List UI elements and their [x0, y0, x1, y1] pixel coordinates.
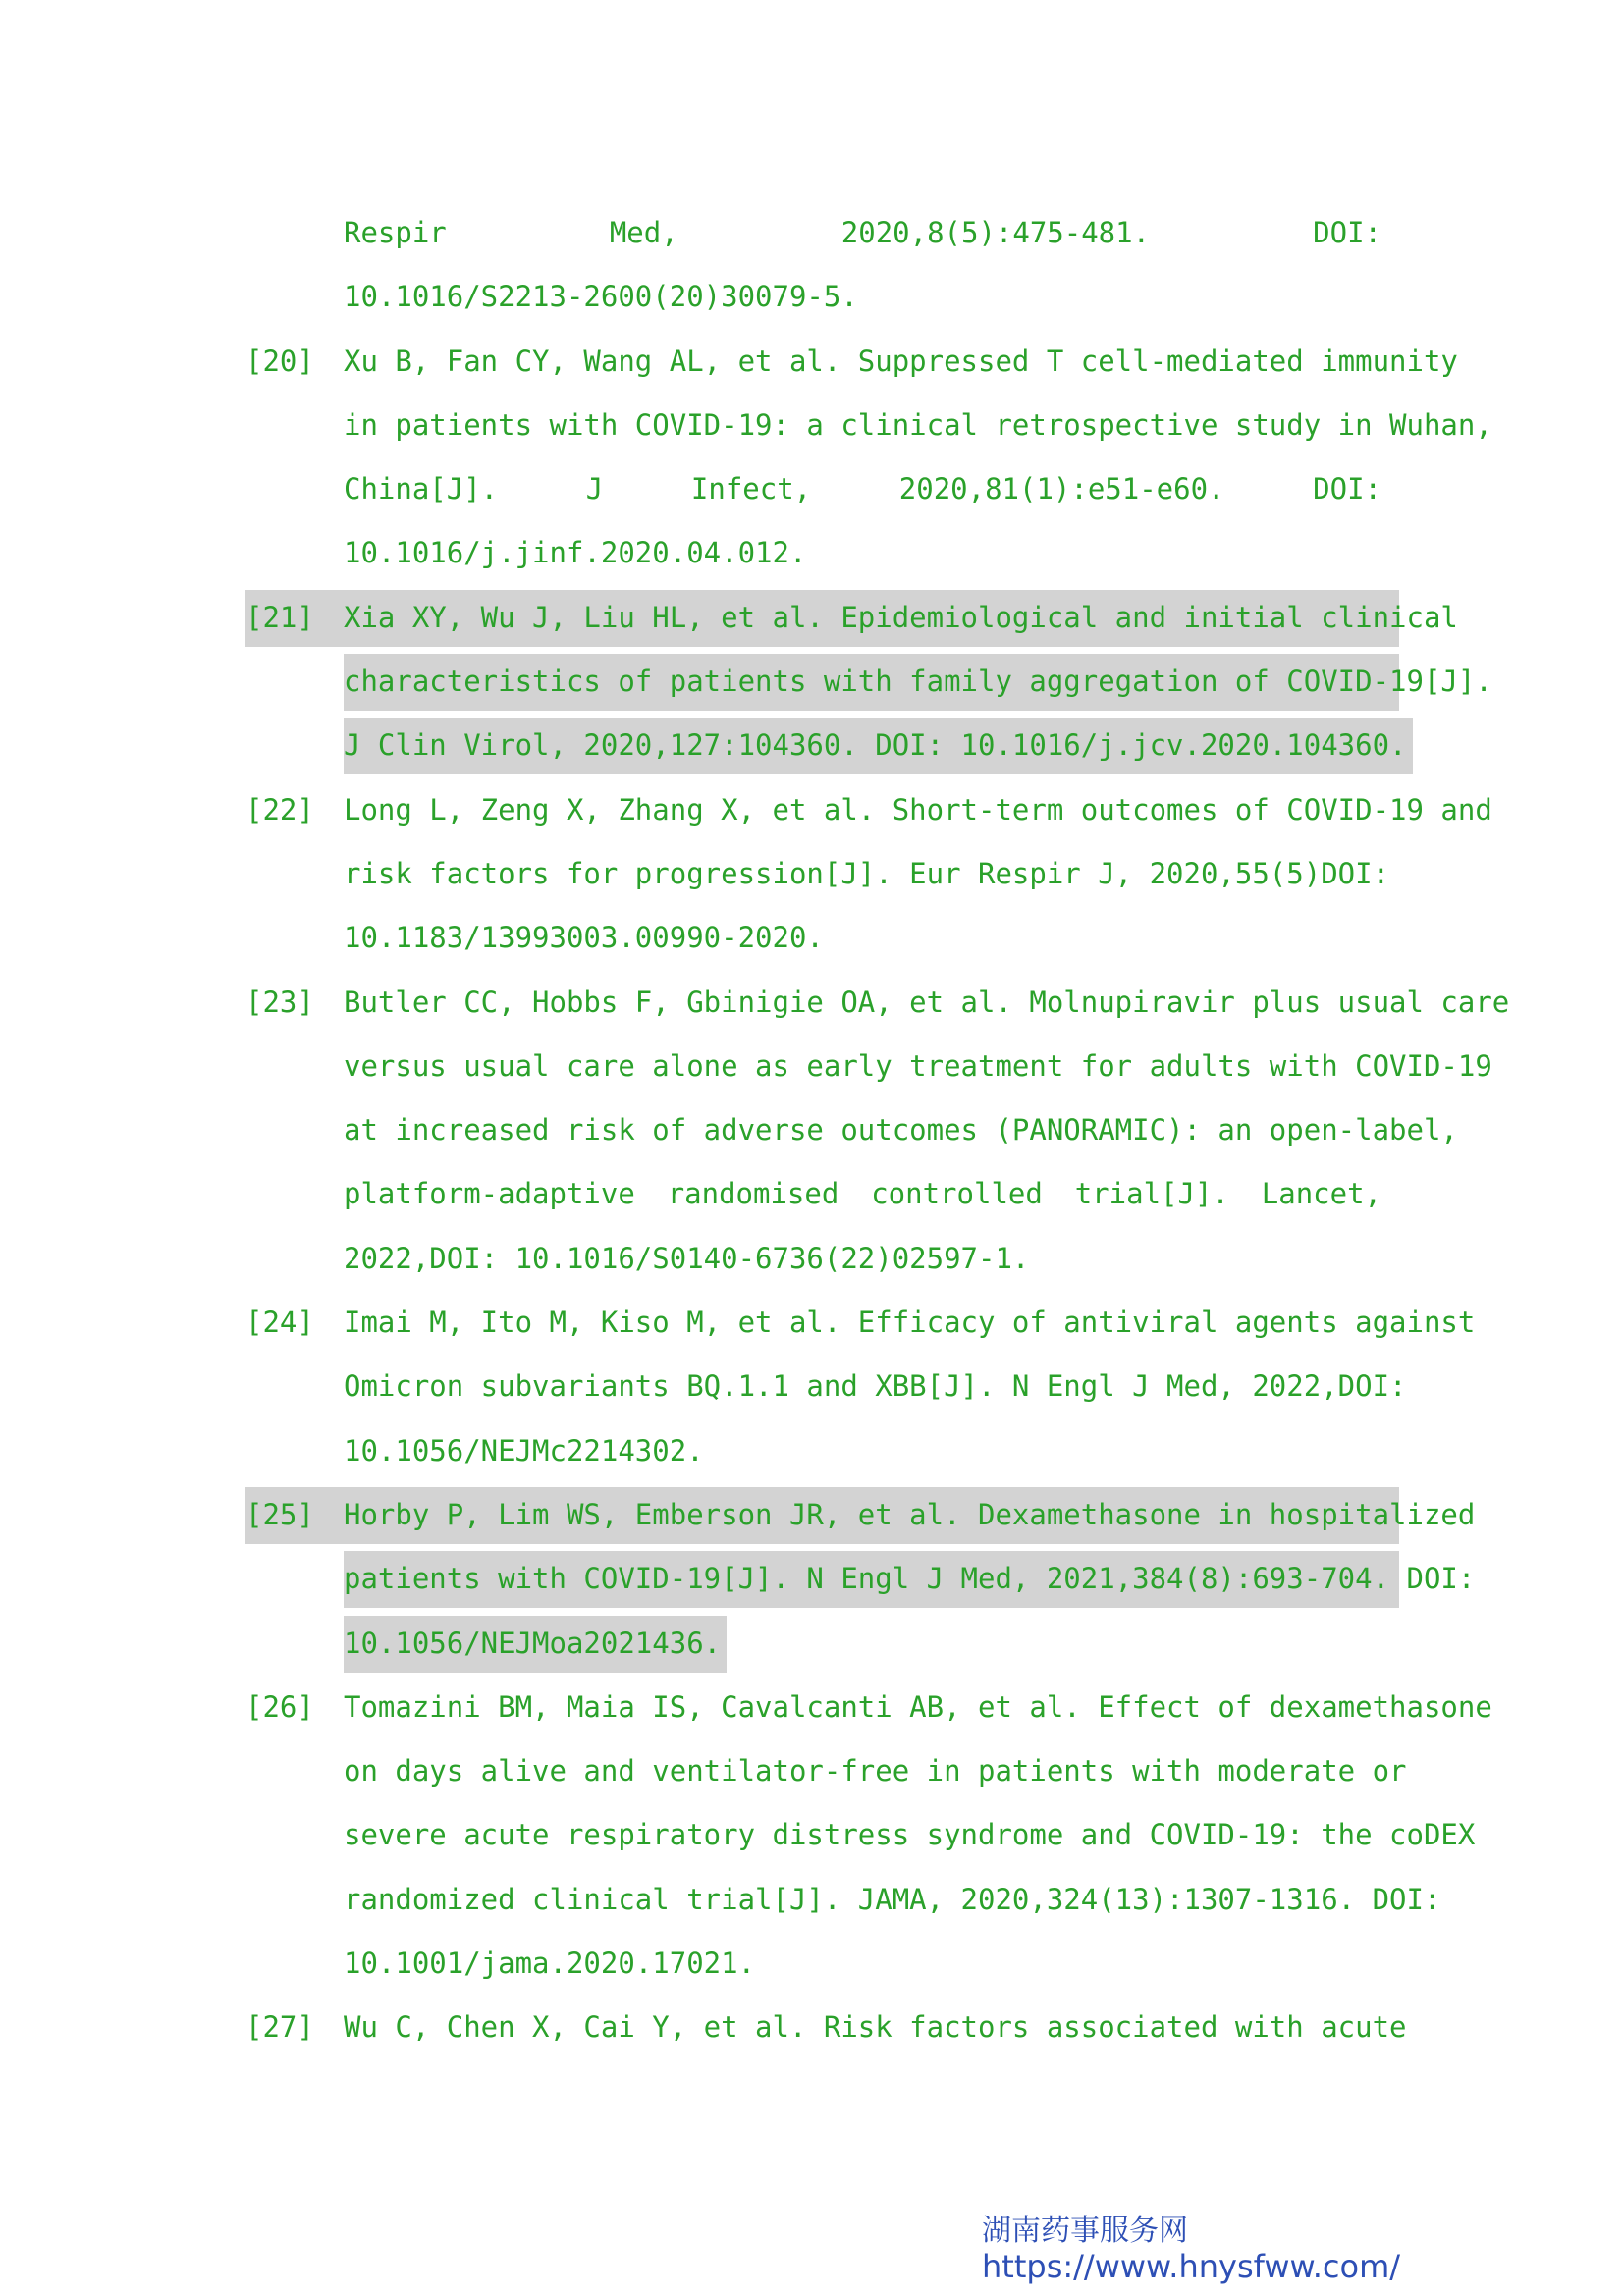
reference-text: platform-adaptive randomised controlled trial[J]. Lancet, — [344, 1177, 1381, 1211]
reference-text: in patients with COVID-19: a clinical retrospective study in Wuhan, — [344, 407, 1492, 442]
reference-line — [245, 1803, 1476, 1867]
reference-number: [26] — [245, 1689, 314, 1724]
reference-text: Respir Med, 2020,8(5):475-481. DOI: — [344, 216, 1381, 249]
reference-text: Omicron subvariants BQ.1.1 and XBB[J]. N Engl J Med, 2022,DOI: — [344, 1369, 1407, 1404]
watermark-site-name: 湖南药事服务网 — [982, 2214, 1188, 2248]
reference-text: Wu C, Chen X, Cai Y, et al. Risk factors associated with acute — [344, 2010, 1407, 2045]
reference-text: China[J]. J Infect, 2020,81(1):e51-e60. DOI: — [344, 472, 1381, 507]
reference-text: 10.1056/NEJMc2214302. — [344, 1433, 704, 1468]
reference-text: Tomazini BM, Maia IS, Cavalcanti AB, et al. Effect of dexamethasone — [344, 1689, 1492, 1724]
reference-line — [245, 1996, 1407, 2059]
reference-number: [20] — [245, 344, 314, 378]
reference-line — [245, 1932, 1384, 1996]
reference-text: 10.1001/jama.2020.17021. — [344, 1947, 756, 1981]
reference-text: Horby P, Lim WS, Emberson JR, et al. Dexamethasone in hospitalized — [344, 1497, 1476, 1531]
reference-number: [23] — [245, 985, 314, 1019]
reference-line — [245, 650, 1492, 714]
reference-text: 10.1183/13993003.00990-2020. — [344, 921, 824, 955]
reference-entry — [245, 778, 1492, 971]
reference-line — [245, 971, 1510, 1035]
reference-line — [245, 586, 1458, 650]
reference-line — [245, 394, 1492, 457]
reference-line — [245, 201, 1384, 265]
reference-line — [245, 1098, 1458, 1162]
reference-line — [245, 1547, 1476, 1611]
reference-number: [25] — [245, 1497, 314, 1531]
reference-line — [245, 1419, 1384, 1483]
reference-text: characteristics of patients with family aggregation of COVID-19[J]. — [344, 665, 1492, 699]
reference-entry — [245, 1676, 1492, 1996]
reference-line — [245, 457, 1384, 521]
reference-text: severe acute respiratory distress syndrome and COVID-19: the coDEX — [344, 1818, 1476, 1852]
reference-line — [245, 906, 1384, 970]
reference-line — [245, 1483, 1476, 1547]
reference-number: [27] — [245, 2010, 314, 2045]
reference-entry — [245, 1291, 1476, 1483]
reference-line — [245, 842, 1390, 906]
reference-line — [245, 521, 1384, 585]
reference-text: Xu B, Fan CY, Wang AL, et al. Suppressed T cell-mediated immunity — [344, 344, 1458, 378]
reference-line — [245, 265, 1384, 329]
reference-line — [245, 778, 1492, 842]
reference-entry — [245, 1996, 1407, 2059]
reference-line — [245, 1162, 1384, 1226]
reference-number: [22] — [245, 792, 314, 827]
reference-line — [245, 1227, 1384, 1291]
reference-entry — [245, 201, 1384, 330]
reference-text: versus usual care alone as early treatment for adults with COVID-19 — [344, 1048, 1492, 1083]
reference-entry — [245, 330, 1492, 586]
reference-number: [24] — [245, 1306, 314, 1340]
reference-text: risk factors for progression[J]. Eur Respir J, 2020,55(5)DOI: — [344, 856, 1390, 890]
site-watermark — [982, 2214, 1400, 2284]
reference-entry — [245, 586, 1492, 778]
reference-text: at increased risk of adverse outcomes (PANORAMIC): an open-label, — [344, 1113, 1458, 1148]
reference-line — [245, 330, 1458, 394]
reference-text: on days alive and ventilator-free in patients with moderate or — [344, 1754, 1407, 1789]
reference-line — [245, 1035, 1492, 1098]
reference-line — [245, 1868, 1441, 1932]
reference-text: J Clin Virol, 2020,127:104360. DOI: 10.1016/j.jcv.2020.104360. — [344, 728, 1407, 763]
reference-text: Butler CC, Hobbs F, Gbinigie OA, et al. Molnupiravir plus usual care — [344, 985, 1510, 1019]
reference-text: Long L, Zeng X, Zhang X, et al. Short-term outcomes of COVID-19 and — [344, 792, 1492, 827]
reference-line — [245, 1739, 1407, 1803]
reference-text: randomized clinical trial[J]. JAMA, 2020,324(13):1307-1316. DOI: — [344, 1882, 1441, 1916]
reference-text: 2022,DOI: 10.1016/S0140-6736(22)02597-1. — [344, 1241, 1030, 1275]
reference-line — [245, 1612, 1384, 1676]
reference-entry — [245, 1483, 1476, 1676]
reference-line — [245, 1291, 1476, 1355]
reference-line — [245, 714, 1407, 777]
reference-text: patients with COVID-19[J]. N Engl J Med, 2021,384(8):693-704. DOI: — [344, 1562, 1476, 1596]
reference-text: Imai M, Ito M, Kiso M, et al. Efficacy of antiviral agents against — [344, 1306, 1476, 1340]
reference-entry — [245, 971, 1510, 1291]
reference-text: Xia XY, Wu J, Liu HL, et al. Epidemiological and initial clinical — [344, 600, 1458, 634]
watermark-url: https://www.hnysfww.com/ — [982, 2248, 1401, 2285]
reference-line — [245, 1676, 1492, 1739]
reference-list — [245, 201, 1510, 2060]
reference-text: 10.1056/NEJMoa2021436. — [344, 1626, 722, 1660]
reference-text: 10.1016/j.jinf.2020.04.012. — [344, 536, 807, 570]
reference-number: [21] — [245, 600, 314, 634]
reference-line — [245, 1355, 1407, 1418]
reference-text: 10.1016/S2213-2600(20)30079-5. — [344, 280, 858, 314]
